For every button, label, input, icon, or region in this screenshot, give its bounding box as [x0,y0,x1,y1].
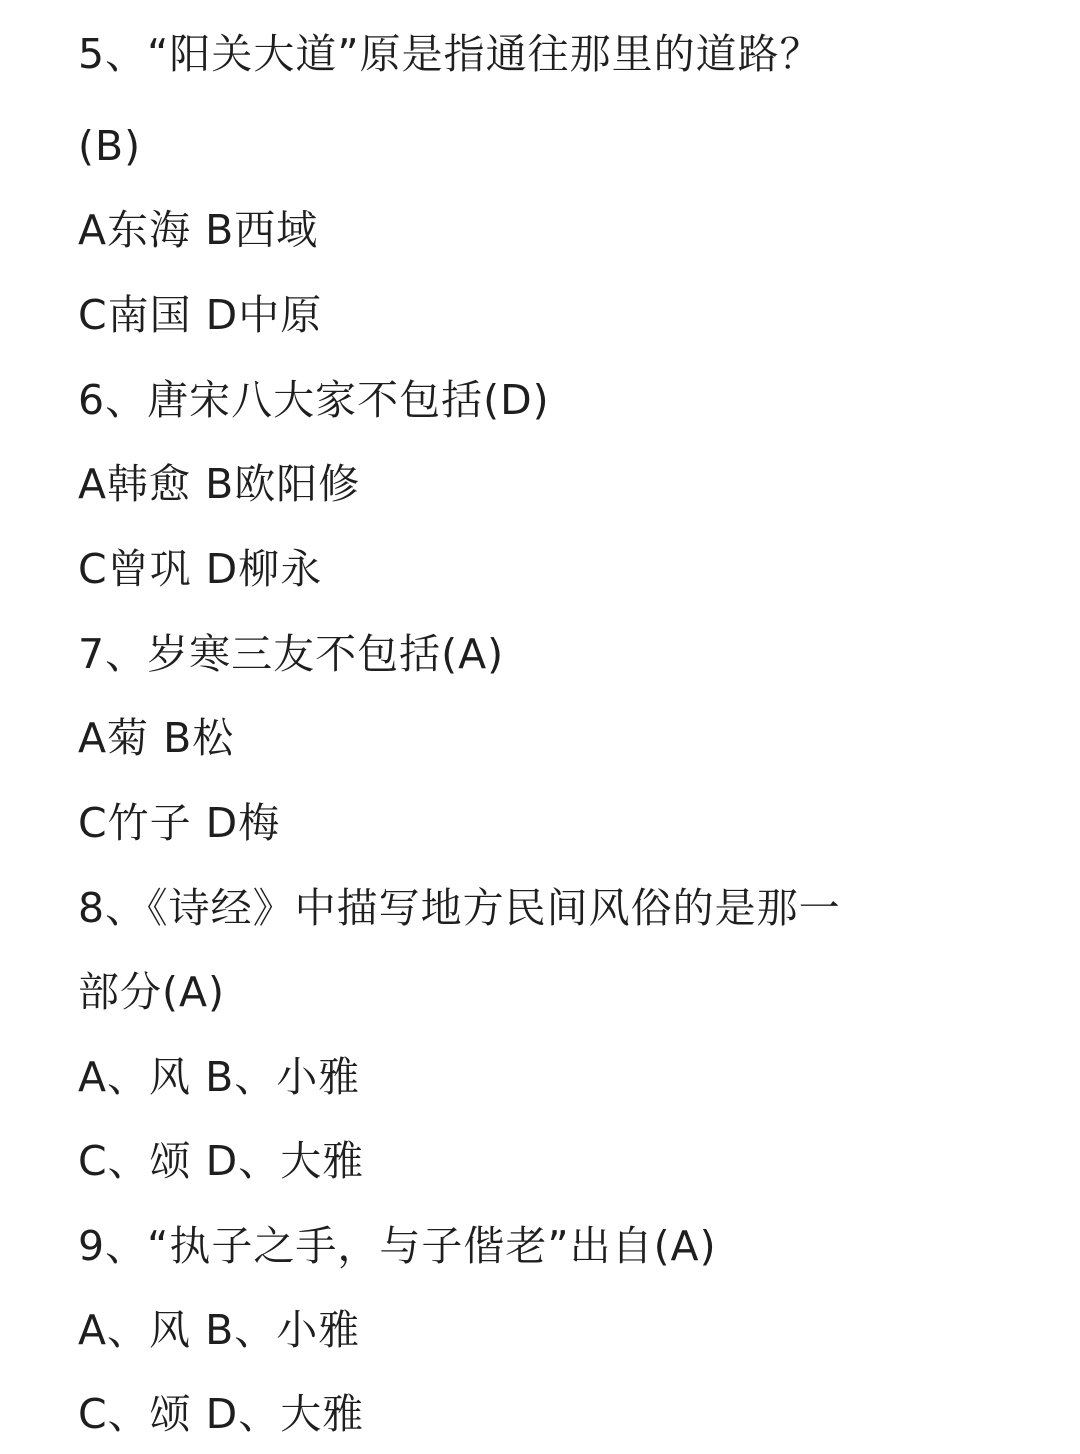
question-8-options-ab: A、风 B、小雅 [78,1053,361,1101]
question-8-options-cd: C、颂 D、大雅 [78,1137,365,1185]
question-9-options-ab: A、风 B、小雅 [78,1306,361,1354]
question-8-text-continued: 部分(A) [78,968,226,1016]
question-9-text: 9、“执子之手，与子偕老”出自(A) [78,1222,717,1270]
question-7-options-cd: C竹子 D梅 [78,799,281,847]
question-5-options-cd: C南国 D中原 [78,291,323,339]
question-8-text: 8、《诗经》中描写地方民间风俗的是那一 [78,884,841,932]
question-9-options-cd: C、颂 D、大雅 [78,1390,365,1438]
question-7-options-ab: A菊 B松 [78,714,235,762]
question-7-text: 7、岁寒三友不包括(A) [78,630,505,678]
question-5-options-ab: A东海 B西域 [78,206,319,254]
question-5-text: 5、“阳关大道”原是指通往那里的道路？ [78,30,822,78]
question-6-options-cd: C曾巩 D柳永 [78,545,323,593]
question-5-answer: (B) [78,122,142,170]
question-6-text: 6、唐宋八大家不包括(D) [78,376,550,424]
question-6-options-ab: A韩愈 B欧阳修 [78,460,361,508]
